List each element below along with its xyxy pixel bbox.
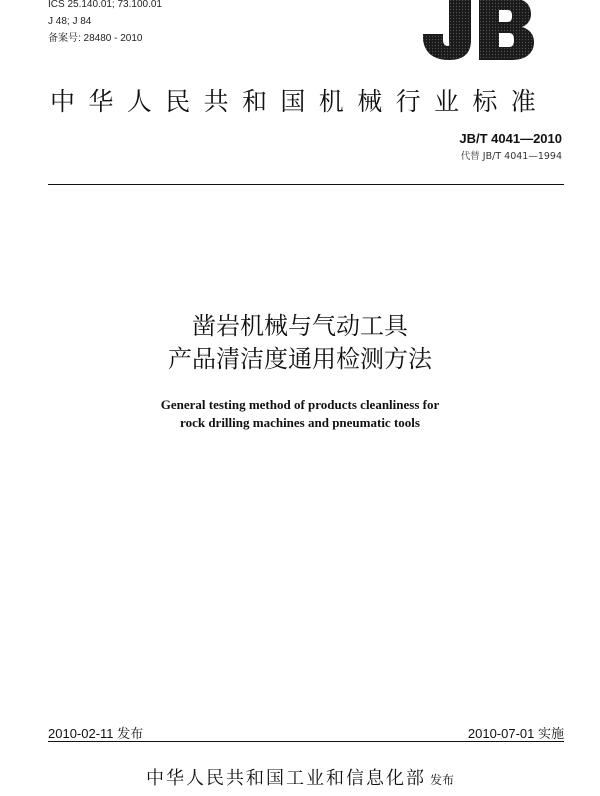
replaces-standard: 代替 JB/T 4041—1994 xyxy=(460,151,562,162)
title-cn-line1: 凿岩机械与气动工具 xyxy=(192,312,408,340)
standard-number: JB/T 4041—2010 xyxy=(459,131,562,146)
ics-code: ICS 25.140.01; 73.100.01 xyxy=(48,0,162,10)
publisher-line xyxy=(0,764,600,790)
implementation-date: 2010-07-01 实施 xyxy=(467,726,564,741)
title-en-line2: rock drilling machines and pneumatic tools xyxy=(180,415,420,430)
top-divider xyxy=(48,184,564,185)
bottom-divider xyxy=(48,741,564,742)
jb-logo-icon xyxy=(419,0,537,62)
publisher-name: 中华人民共和国工业和信息化部 xyxy=(145,768,426,789)
ccs-code: J 48; J 84 xyxy=(48,16,92,27)
publish-verb: 发布 xyxy=(429,773,454,787)
title-en-line1: General testing method of products cleanliness for xyxy=(160,397,440,412)
classification-codes xyxy=(48,0,162,47)
record-number: 备案号: 28480 - 2010 xyxy=(48,33,143,44)
issue-date: 2010-02-11 发布 xyxy=(48,726,144,741)
title-cn-line2: 产品清洁度通用检测方法 xyxy=(168,345,432,373)
standard-category-title: 中华人民共和国机械行业标准 xyxy=(50,87,550,116)
